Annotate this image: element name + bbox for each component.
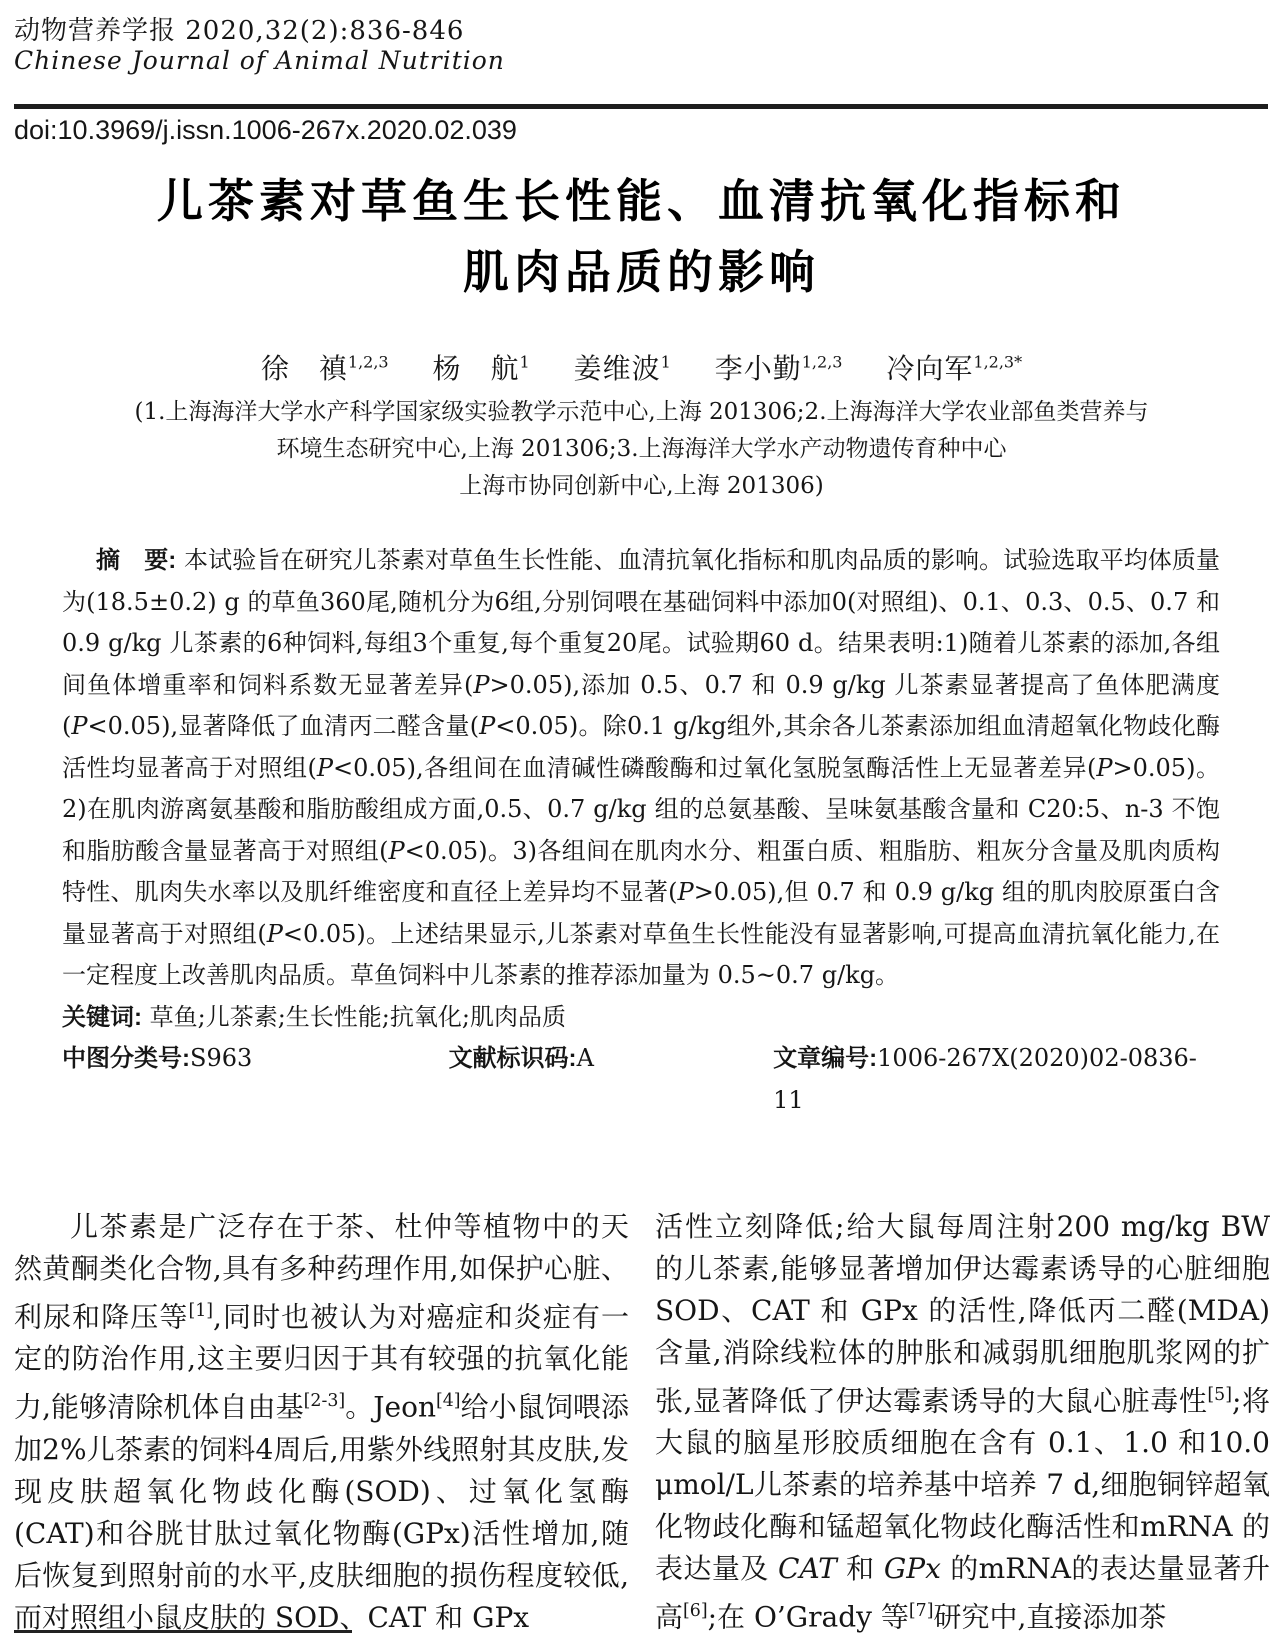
header-divider <box>14 104 1268 109</box>
abstract-section <box>62 540 1220 1121</box>
body-columns <box>14 1206 1270 1639</box>
author-3 <box>574 352 671 385</box>
journal-name-en: Chinese Journal of Animal Nutrition <box>14 46 505 75</box>
author-affil-sup: 1 <box>660 352 671 372</box>
journal-name-cn: 动物营养学报 2020,32(2):836-846 <box>14 16 465 46</box>
affiliations <box>0 394 1283 505</box>
author-2 <box>433 352 530 385</box>
abstract-label: 摘 要: <box>96 547 177 574</box>
document-code <box>449 1038 774 1080</box>
keywords-label: 关键词: <box>62 1003 142 1031</box>
author-name: 冷向军 <box>886 352 974 385</box>
affiliation-line-3: 上海市协同创新中心,上海 201306) <box>459 473 824 499</box>
author-name: 杨 航 <box>432 352 520 385</box>
clc-number <box>62 1038 449 1080</box>
author-list <box>0 347 1283 387</box>
article-id-value: 1006-267X(2020)02-0836-11 <box>773 1044 1197 1114</box>
author-name: 姜维波 <box>573 352 661 385</box>
author-affil-sup: 1,2,3 <box>347 352 389 372</box>
article-id <box>773 1038 1220 1121</box>
clc-value: S963 <box>190 1044 253 1072</box>
author-affil-sup: 1 <box>519 352 530 372</box>
doi-line: doi:10.3969/j.issn.1006-267x.2020.02.039 <box>14 115 517 145</box>
author-name: 李小勤 <box>714 352 802 385</box>
body-left-column: 儿茶素是广泛存在于茶、杜仲等植物中的天然黄酮类化合物,具有多种药理作用,如保护心脏、利尿和降压等[1],同时也被认为对癌症和炎症有一定的防治作用,这主要归因于其有较强的抗氧化能力,能够清除机体自由基[2-3]。Jeon[4]给小鼠饲喂添加2%儿茶素的饲料4周后,用紫外线照射其皮肤,发现皮肤超氧化物歧化酶(SOD)、过氧化氢酶(CAT)和谷胱甘肽过氧化物酶(GPx)活性增加,随后恢复到照射前的水平,皮肤细胞的损伤程度较低,而对照组小鼠皮肤的 SOD、CAT 和 GPx <box>14 1210 629 1634</box>
article-title-line1: 儿茶素对草鱼生长性能、血清抗氧化指标和 <box>157 175 1126 227</box>
affiliation-line-1: (1.上海海洋大学水产科学国家级实验教学示范中心,上海 201306;2.上海海洋大学农业部鱼类营养与 <box>134 399 1149 425</box>
abstract-paragraph <box>62 540 1220 997</box>
author-affil-sup: 1,2,3* <box>973 352 1023 372</box>
keywords-line <box>62 997 1220 1039</box>
body-right-column: 活性立刻降低;给大鼠每周注射200 mg/kg BW 的儿茶素,能够显著增加伊达霉素诱导的心脏细胞SOD、CAT 和 GPx 的活性,降低丙二醛(MDA)含量,消除线粒体的肿胀和减弱肌细胞肌浆网的扩张,显著降低了伊达霉素诱导的大鼠心脏毒性[5];将大鼠的脑星形胶质细胞在含有 0.1、1.0 和10.0 μmol/L儿茶素的培养基中培养 7 d,细胞铜锌超氧化物歧化酶和锰超氧化物歧化酶活性和mRNA 的表达量及 CAT 和 GPx 的mRNA的表达量显著升高[6];在 O’Grady 等[7]研究中,直接添加茶 <box>655 1210 1271 1634</box>
author-name: 徐 禛 <box>260 352 348 385</box>
footnote-divider <box>14 1630 352 1633</box>
meta-line <box>62 1038 1220 1121</box>
keywords-text: 草鱼;儿茶素;生长性能;抗氧化;肌肉品质 <box>149 1002 566 1031</box>
article-title <box>0 166 1283 308</box>
doc-code-value: A <box>576 1044 594 1072</box>
author-1 <box>261 352 389 385</box>
article-title-line2: 肌肉品质的影响 <box>463 246 820 298</box>
clc-label: 中图分类号: <box>62 1045 190 1072</box>
author-5 <box>886 352 1022 385</box>
author-affil-sup: 1,2,3 <box>801 352 843 372</box>
doc-code-label: 文献标识码: <box>448 1045 577 1072</box>
affiliation-line-2: 环境生态研究中心,上海 201306;3.上海海洋大学水产动物遗传育种中心 <box>276 436 1007 462</box>
article-id-label: 文章编号: <box>773 1045 878 1072</box>
abstract-text: 本试验旨在研究儿茶素对草鱼生长性能、血清抗氧化指标和肌肉品质的影响。试验选取平均体质量为(18.5±0.2) g 的草鱼360尾,随机分为6组,分别饲喂在基础饲料中添加0(对照组)、0.1、0.3、0.5、0.7 和 0.9 g/kg 儿茶素的6种饲料,每组3个重复,每个重复20尾。试验期60 d。结果表明:1)随着儿茶素的添加,各组间鱼体增重率和饲料系数无显著差异(P>0.05),添加 0.5、0.7 和 0.9 g/kg 儿茶素显著提高了鱼体肥满度(P<0.05),显著降低了血清丙二醛含量(P<0.05)。除0.1 g/kg组外,其余各儿茶素添加组血清超氧化物歧化酶活性均显著高于对照组(P<0.05),各组间在血清碱性磷酸酶和过氧化氢脱氢酶活性上无显著差异(P>0.05)。2)在肌肉游离氨基酸和脂肪酸组成方面,0.5、0.7 g/kg 组的总氨基酸、呈味氨基酸含量和 C20:5、n-3 不饱和脂肪酸含量显著高于对照组(P<0.05)。3)各组间在肌肉水分、粗蛋白质、粗脂肪、粗灰分含量及肌肉质构特性、肌肉失水率以及肌纤维密度和直径上差异均不显著(P>0.05),但 0.7 和 0.9 g/kg 组的肌肉胶原蛋白含量显著高于对照组(P<0.05)。上述结果显示,儿茶素对草鱼生长性能没有显著影响,可提高血清抗氧化能力,在一定程度上改善肌肉品质。草鱼饲料中儿茶素的推荐添加量为 0.5~0.7 g/kg。 <box>62 546 1221 989</box>
author-4 <box>715 352 843 385</box>
